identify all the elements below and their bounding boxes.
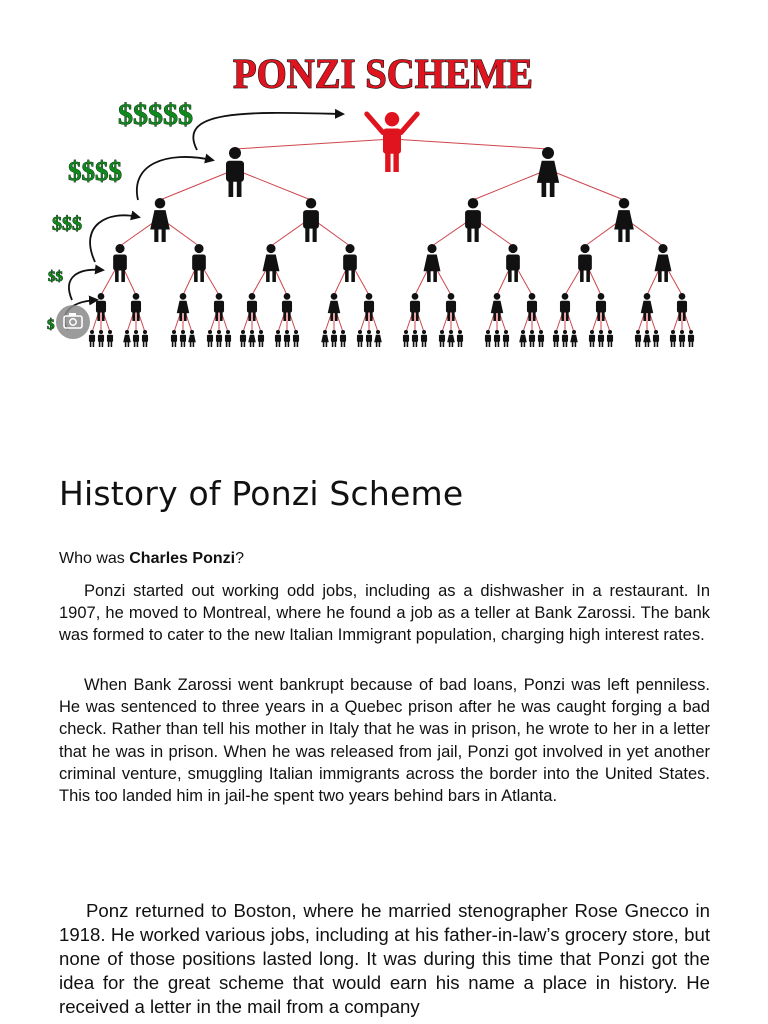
recruit-level-5	[321, 330, 329, 347]
page-title: History of Ponzi Scheme	[59, 474, 464, 513]
recruit-level-5	[439, 330, 445, 347]
recruit-level-5	[519, 330, 527, 347]
recruit-level-5	[340, 330, 346, 347]
question-name: Charles Ponzi	[129, 550, 236, 567]
recruit-level-5	[293, 330, 299, 347]
recruit-level-5	[447, 330, 455, 347]
recruit-level-3	[506, 244, 520, 282]
recruit-level-5	[598, 330, 604, 347]
recruit-level-5	[374, 330, 382, 347]
recruit-level-5	[240, 330, 246, 347]
recruit-level-5	[688, 330, 694, 347]
pyramid-diagram	[0, 0, 768, 420]
banner-title: PONZI SCHEME	[233, 52, 533, 98]
recruit-level-5	[366, 330, 372, 347]
recruit-level-2	[465, 198, 481, 242]
recruit-level-5	[248, 330, 256, 347]
recruit-level-5	[653, 330, 659, 347]
recruit-level-5	[570, 330, 578, 347]
question-line	[59, 550, 244, 568]
recruit-level-5	[225, 330, 231, 347]
recruit-level-3	[192, 244, 206, 282]
recruit-level-5	[589, 330, 595, 347]
recruit-level-5	[562, 330, 568, 347]
money-tier-label: $$$	[52, 213, 82, 235]
recruit-level-5	[123, 330, 131, 347]
question-suffix: ?	[235, 550, 244, 567]
recruit-level-5	[133, 330, 139, 347]
recruit-level-3	[578, 244, 592, 282]
recruit-level-2	[150, 198, 170, 242]
recruit-level-3	[655, 244, 672, 282]
recruit-level-5	[216, 330, 222, 347]
recruit-level-5	[89, 330, 95, 347]
money-flow-arrow	[69, 270, 102, 300]
recruit-level-5	[457, 330, 463, 347]
recruit-level-5	[207, 330, 213, 347]
money-tier-label: $$$$$	[118, 98, 193, 131]
recruit-level-5	[553, 330, 559, 347]
recruit-level-2	[303, 198, 319, 242]
recruit-level-1	[226, 147, 244, 197]
money-arrows	[65, 113, 342, 330]
recruit-level-5	[107, 330, 113, 347]
paragraph-early-life: Ponzi started out working odd jobs, including as a dishwasher in a restaurant. In 1907, he moved to Montreal, where he found a job as a teller at Bank Zarossi. The bank was formed to cater to the new Italian Immigrant population, charging high interest rates.	[59, 582, 710, 645]
money-tier-label: $	[47, 317, 55, 333]
recruit-level-5	[643, 330, 651, 347]
recruit-level-5	[142, 330, 148, 347]
recruit-level-5	[331, 330, 337, 347]
recruit-level-5	[485, 330, 491, 347]
money-flow-arrow	[193, 113, 342, 150]
recruit-level-2	[614, 198, 634, 242]
question-prefix: Who was	[59, 550, 130, 567]
recruit-level-5	[171, 330, 177, 347]
paragraph-bank-zarossi: When Bank Zarossi went bankrupt because of bad loans, Ponzi was left penniless. He was sentenced to three years in a Quebec prison after he was caught forging a bad check. Rather than tell his mother in Italy that he was in prison, he wrote to her in a letter that he was in prison. When he was released from jail, Ponzi got involved in yet another criminal venture, smuggling Italian immigrants across the border into the United States. This too landed him in jail-he spent two years behind bars in Atlanta.	[59, 676, 710, 806]
money-tier-label: $$$$	[68, 156, 122, 186]
pyramid-people	[89, 112, 694, 347]
recruit-level-5	[503, 330, 509, 347]
recruit-level-3	[263, 244, 280, 282]
recruit-level-5	[258, 330, 264, 347]
paragraph-boston: Ponz returned to Boston, where he married stenographer Rose Gnecco in 1918. He worked various jobs, including at his father-in-law’s grocery store, but none of those positions lasted long. It was during this time that Ponzi got the idea for the great scheme that would earn his name a place in history. He received a letter in the mail from a company	[59, 900, 710, 1018]
recruit-level-5	[607, 330, 613, 347]
camera-icon[interactable]	[56, 305, 90, 339]
ponzi-pyramid-figure	[0, 0, 768, 420]
recruit-level-5	[188, 330, 196, 347]
recruit-level-5	[275, 330, 281, 347]
money-flow-arrow	[137, 157, 212, 200]
recruit-level-5	[412, 330, 418, 347]
recruit-level-5	[529, 330, 535, 347]
recruit-level-5	[679, 330, 685, 347]
recruit-level-5	[538, 330, 544, 347]
recruit-level-5	[494, 330, 500, 347]
recruit-level-5	[357, 330, 363, 347]
recruit-level-5	[98, 330, 104, 347]
recruit-level-3	[424, 244, 441, 282]
recruit-level-5	[180, 330, 186, 347]
recruit-level-5	[403, 330, 409, 347]
recruit-level-1	[537, 147, 559, 197]
top-recruiter-figure	[367, 112, 417, 172]
recruit-level-5	[635, 330, 641, 347]
recruit-level-5	[670, 330, 676, 347]
recruit-level-5	[421, 330, 427, 347]
recruit-level-3	[343, 244, 357, 282]
recruit-level-3	[113, 244, 127, 282]
money-tier-label: $$	[48, 269, 63, 285]
recruit-level-5	[284, 330, 290, 347]
